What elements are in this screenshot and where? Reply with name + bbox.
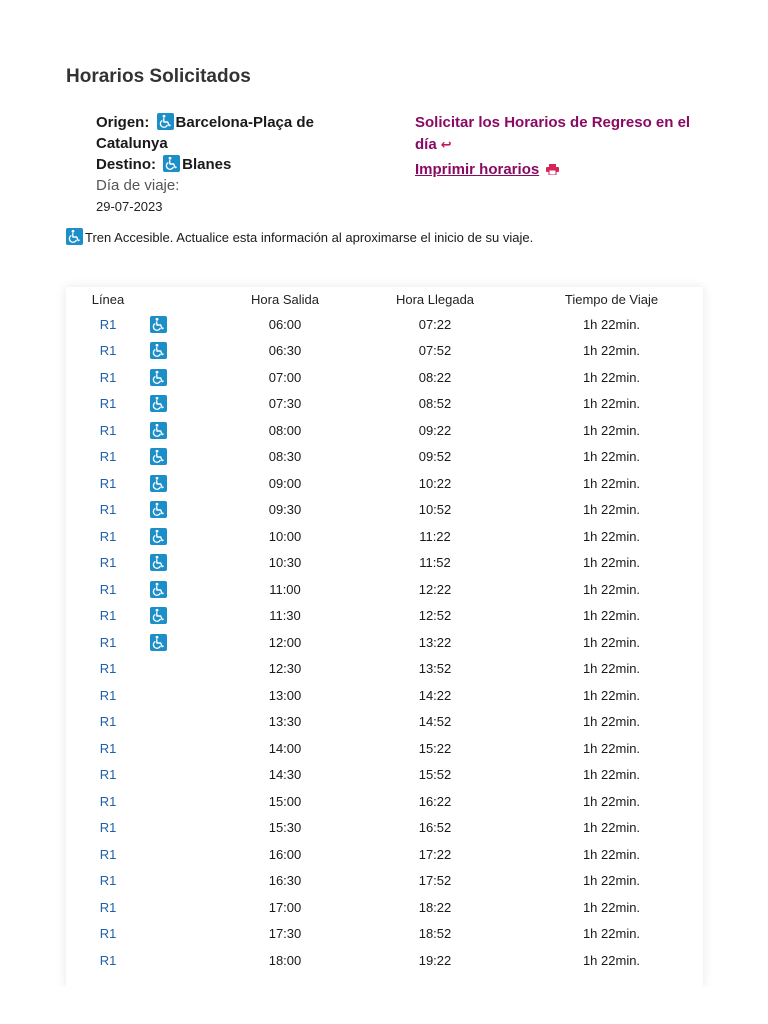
duration-cell: 1h 22min. [582,846,641,862]
line-link[interactable]: R1 [99,793,117,809]
departure-cell: 10:30 [268,555,302,571]
arrival-cell: 09:22 [418,422,452,438]
destination-value: Blanes [182,156,232,173]
departure-cell: 09:30 [268,502,302,518]
line-link[interactable]: R1 [99,369,117,385]
departure-cell: 18:00 [268,952,302,968]
arrival-cell: 14:22 [418,687,452,703]
line-link[interactable]: R1 [99,581,117,597]
departure-cell: 11:30 [269,608,301,624]
accessible-cell [150,603,220,630]
table-row [66,947,703,974]
duration-cell: 1h 22min. [582,634,641,650]
duration-cell: 1h 22min. [582,528,641,544]
origin-value: Barcelona-Plaça de Catalunya [96,114,314,152]
arrival-cell: 12:52 [418,608,452,624]
departure-cell: 10:00 [268,528,302,544]
line-cell [66,576,150,603]
line-cell [66,656,150,683]
accessible-cell [150,523,220,550]
duration-cell: 1h 22min. [582,740,641,756]
arrival-cell: 18:52 [418,926,452,942]
accessible-cell [150,788,220,815]
destination-label: Destino: [96,156,156,173]
departure-cell: 08:00 [268,422,302,438]
wheelchair-icon [150,395,167,412]
header-accessible [150,287,220,311]
table-row [66,894,703,921]
arrival-cell: 10:52 [418,502,452,518]
departure-cell: 16:00 [268,846,302,862]
accessible-cell [150,391,220,418]
wheelchair-icon [150,316,167,333]
notice-text: Tren Accesible. Actualice esta información al aproximarse el inicio de su viaje. [85,230,534,245]
table-row [66,576,703,603]
table-row [66,550,703,577]
accessible-cell [150,550,220,577]
departure-cell: 12:30 [268,661,302,677]
accessible-cell [150,576,220,603]
arrival-cell: 11:52 [419,555,451,571]
table-row [66,815,703,842]
line-cell [66,947,150,974]
arrival-cell: 16:22 [418,793,452,809]
duration-cell: 1h 22min. [582,555,641,571]
arrival-cell: 08:22 [418,369,452,385]
wheelchair-icon [163,155,180,172]
travel-day-label: Día de viaje: [96,177,180,194]
line-link[interactable]: R1 [99,528,117,544]
duration-cell: 1h 22min. [582,449,641,465]
arrival-cell: 07:22 [418,316,452,332]
table-row [66,841,703,868]
wheelchair-icon [150,369,167,386]
print-schedule-link[interactable] [415,161,539,178]
departure-cell: 07:00 [268,369,302,385]
line-link[interactable]: R1 [99,608,117,624]
line-cell [66,523,150,550]
departure-cell: 14:30 [268,767,302,783]
line-link[interactable]: R1 [99,846,117,862]
table-row [66,523,703,550]
print-schedule-label: Imprimir horarios [415,161,540,178]
line-cell [66,762,150,789]
header-line: Línea [91,291,125,307]
table-row [66,709,703,736]
line-link[interactable]: R1 [99,502,117,518]
wheelchair-icon [150,422,167,439]
duration-cell: 1h 22min. [582,581,641,597]
line-cell [66,841,150,868]
table-row [66,921,703,948]
table-row [66,762,703,789]
origin-row [96,112,366,154]
origin-label: Origen: [96,114,150,131]
arrival-cell: 07:52 [418,343,452,359]
line-cell [66,470,150,497]
line-cell [66,338,150,365]
line-cell [66,921,150,948]
line-cell [66,497,150,524]
line-link[interactable]: R1 [99,714,117,730]
arrival-cell: 19:22 [418,952,452,968]
line-link[interactable]: R1 [99,634,117,650]
line-cell [66,735,150,762]
page-bottom [0,987,768,1024]
schedule-table [66,287,703,974]
line-link[interactable]: R1 [99,475,117,491]
accessible-cell [150,709,220,736]
table-row [66,868,703,895]
wheelchair-icon [150,581,167,598]
line-link[interactable]: R1 [99,316,117,332]
accessibility-notice [66,228,533,245]
line-link[interactable]: R1 [99,899,117,915]
line-cell [66,364,150,391]
accessible-cell [150,815,220,842]
duration-cell: 1h 22min. [582,608,641,624]
table-header-row [66,287,703,311]
table-row [66,497,703,524]
departure-cell: 07:30 [268,396,302,412]
destination-row [96,154,366,175]
accessible-cell [150,338,220,365]
departure-cell: 17:30 [268,926,302,942]
duration-cell: 1h 22min. [582,475,641,491]
line-cell [66,311,150,338]
duration-cell: 1h 22min. [582,899,641,915]
departure-cell: 09:00 [268,475,302,491]
travel-day-value: 29-07-2023 [96,199,163,214]
line-link[interactable]: R1 [99,449,117,465]
duration-cell: 1h 22min. [582,396,641,412]
table-row [66,788,703,815]
line-cell [66,868,150,895]
arrival-cell: 17:52 [418,873,452,889]
wheelchair-icon [157,113,174,130]
wheelchair-icon [150,554,167,571]
line-cell [66,391,150,418]
line-cell [66,894,150,921]
header-duration: Tiempo de Viaje [564,291,659,307]
line-link[interactable]: R1 [99,343,117,359]
duration-cell: 1h 22min. [582,793,641,809]
duration-cell: 1h 22min. [582,687,641,703]
accessible-cell [150,497,220,524]
line-cell [66,444,150,471]
wheelchair-icon [150,342,167,359]
line-cell [66,709,150,736]
accessible-cell [150,947,220,974]
accessible-cell [150,444,220,471]
arrival-cell: 17:22 [418,846,452,862]
wheelchair-icon [66,228,83,245]
arrival-cell: 12:22 [418,581,452,597]
duration-cell: 1h 22min. [582,767,641,783]
departure-cell: 15:00 [268,793,302,809]
line-link[interactable]: R1 [99,422,117,438]
accessible-cell [150,682,220,709]
table-row [66,311,703,338]
arrival-cell: 13:22 [418,634,452,650]
table-row [66,391,703,418]
line-link[interactable]: R1 [99,661,117,677]
table-row [66,444,703,471]
table-row [66,338,703,365]
departure-cell: 11:00 [269,581,301,597]
departure-cell: 15:30 [268,820,302,836]
arrival-cell: 09:52 [418,449,452,465]
table-row [66,656,703,683]
arrival-cell: 10:22 [418,475,452,491]
line-cell [66,815,150,842]
line-link[interactable]: R1 [99,740,117,756]
accessible-cell [150,735,220,762]
accessible-cell [150,629,220,656]
accessible-cell [150,311,220,338]
accessible-cell [150,417,220,444]
table-row [66,417,703,444]
accessible-cell [150,868,220,895]
duration-cell: 1h 22min. [582,369,641,385]
wheelchair-icon [150,528,167,545]
departure-cell: 17:00 [268,899,302,915]
departure-cell: 06:30 [268,343,302,359]
action-links [415,112,705,181]
line-cell [66,788,150,815]
accessible-cell [150,470,220,497]
line-link[interactable]: R1 [99,820,117,836]
page-title: Horarios Solicitados [66,66,251,87]
duration-cell: 1h 22min. [582,422,641,438]
duration-cell: 1h 22min. [582,502,641,518]
line-cell [66,603,150,630]
departure-cell: 13:00 [268,687,302,703]
return-schedule-link[interactable] [415,114,690,153]
departure-cell: 13:30 [268,714,302,730]
header-departure: Hora Salida [251,291,319,307]
departure-cell: 12:00 [268,634,302,650]
schedule-table-card [66,287,703,987]
arrival-cell: 16:52 [418,820,452,836]
arrival-cell: 18:22 [418,899,452,915]
line-link[interactable]: R1 [99,926,117,942]
departure-cell: 16:30 [268,873,302,889]
header-arrival: Hora Llegada [395,291,475,307]
schedule-rows [66,311,703,974]
duration-cell: 1h 22min. [582,316,641,332]
arrival-cell: 08:52 [418,396,452,412]
return-arrow-icon: ↩ [440,137,452,152]
return-schedule-label: Solicitar los Horarios de Regreso en el día [415,114,691,153]
printer-icon[interactable] [546,160,559,171]
accessible-cell [150,364,220,391]
departure-cell: 08:30 [268,449,302,465]
duration-cell: 1h 22min. [582,952,641,968]
accessible-cell [150,921,220,948]
wheelchair-icon [150,475,167,492]
duration-cell: 1h 22min. [582,661,641,677]
arrival-cell: 14:52 [418,714,452,730]
accessible-cell [150,894,220,921]
arrival-cell: 13:52 [418,661,452,677]
accessible-cell [150,762,220,789]
line-link[interactable]: R1 [99,687,117,703]
line-link[interactable]: R1 [99,952,117,968]
arrival-cell: 15:52 [418,767,452,783]
table-row [66,682,703,709]
table-row [66,629,703,656]
duration-cell: 1h 22min. [582,926,641,942]
departure-cell: 06:00 [268,316,302,332]
accessible-cell [150,841,220,868]
wheelchair-icon [150,501,167,518]
trip-info [96,112,366,217]
duration-cell: 1h 22min. [582,820,641,836]
duration-cell: 1h 22min. [582,873,641,889]
arrival-cell: 11:22 [419,528,451,544]
wheelchair-icon [150,607,167,624]
duration-cell: 1h 22min. [582,714,641,730]
line-cell [66,550,150,577]
wheelchair-icon [150,448,167,465]
line-link[interactable]: R1 [99,873,117,889]
line-cell [66,417,150,444]
departure-cell: 14:00 [268,740,302,756]
line-link[interactable]: R1 [99,555,117,571]
table-row [66,364,703,391]
table-row [66,603,703,630]
arrival-cell: 15:22 [418,740,452,756]
line-link[interactable]: R1 [99,396,117,412]
wheelchair-icon [150,634,167,651]
duration-cell: 1h 22min. [582,343,641,359]
line-cell [66,682,150,709]
line-link[interactable]: R1 [99,767,117,783]
line-cell [66,629,150,656]
table-row [66,470,703,497]
table-row [66,735,703,762]
accessible-cell [150,656,220,683]
